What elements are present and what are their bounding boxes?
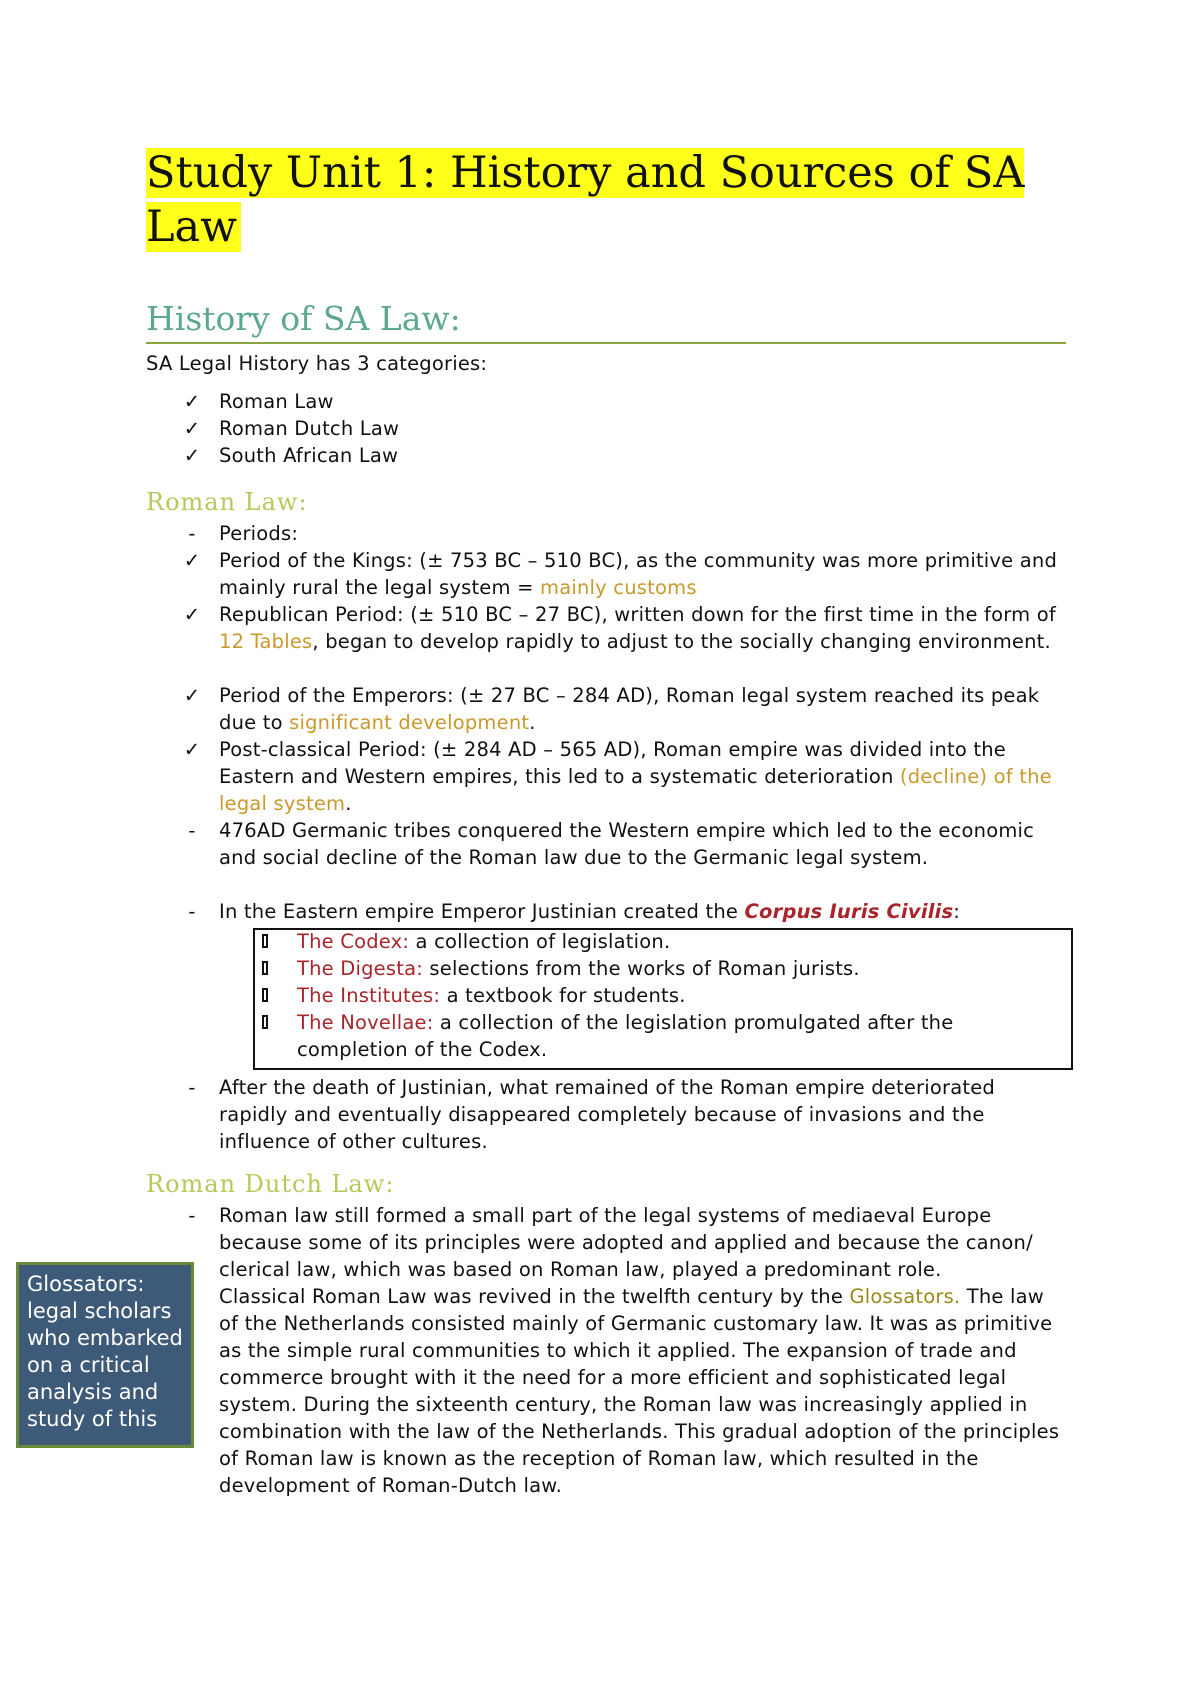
dash-marker: -: [188, 900, 196, 923]
check-icon: ✓: [183, 549, 201, 572]
dash-marker: -: [188, 819, 196, 842]
check-icon: ✓: [183, 603, 201, 626]
check-icon: ✓: [183, 738, 201, 761]
box-bullet-icon: [262, 934, 268, 948]
dash-marker: -: [188, 522, 196, 545]
check-icon: ✓: [183, 390, 201, 413]
check-icon: ✓: [183, 684, 201, 707]
dash-marker: -: [188, 1076, 196, 1099]
section-heading-roman-dutch: Roman Dutch Law:: [146, 1170, 395, 1198]
section-heading-roman-law: Roman Law:: [146, 488, 308, 516]
document-page: Study Unit 1: History and Sources of SA Law History of SA Law: SA Legal History has 3 categories: ✓ Roman Law ✓ Roman Dutch Law ✓ South African Law Roman Law: - Periods: ✓ Period of the Kings: (± 753 BC – 510 BC), as the community was more primitive and mainly rural the legal system = mainly customs ✓ Republican Period: (± 510 BC – 27 BC), written down for the first time in the form of 12 Tables, began to develop rapidly to adjust to the socially changing environment. ✓ Period of the Emperors: (± 27 BC – 284 AD), Roman legal system reached its peak due to significant development. ✓ Post-classical Period: (± 284 AD – 565 AD), Roman empire was divided into the Eastern and Western empires, this led to a systematic deterioration (decline) of the legal system. - 476AD Germanic tribes conquered the Western empire which led to the economic and social decline of the Roman law due to the Germanic legal system. - In the Eastern empire Emperor Justinian created the Corpus Iuris Civilis: The Codex: a collection of legislation. The Digesta: selections from the works of Roman jurists. The Institutes: a textbook for students. The Novellae: a collection of the legislation promulgated after the completion of the Codex. - After the death of Justinian, what remained of the Roman empire deteriorated rapidly and eventually disappeared completely because of invasions and the influence of other cultures. Roman Dutch Law: - Roman law still formed a small part of the legal systems of mediaeval Europe because some of its principles were adopted and applied and because the canon/ clerical law, which was based on Roman law, played a predominant role. Classical Roman Law was revived in the twelfth century by the Glossators. The law of the Netherlands consisted mainly of Germanic customary law. It was as primitive as the simple rural communities to which it applied. The expansion of trade and commerce brought with it the need for a more efficient and sophisticated legal system. During the sixteenth century, the Roman law was increasingly applied in combination with the law of the Netherlands. This gradual adoption of the principles of Roman law is known as the reception of Roman law, which resulted in the development of Roman-Dutch law. Glossators: legal scholars who embarked on a critical analysis and study of this: [0, 0, 1200, 1698]
page-title: Study Unit 1: History and Sources of SA Law: [146, 148, 1025, 252]
section-heading-history: History of SA Law:: [146, 298, 1066, 344]
glossators-sidebox: Glossators: legal scholars who embarked on a critical analysis and study of this: [16, 1262, 194, 1448]
box-bullet-icon: [262, 1015, 268, 1029]
check-icon: ✓: [183, 417, 201, 440]
box-bullet-icon: [262, 988, 268, 1002]
dash-marker: -: [188, 1204, 196, 1227]
box-bullet-icon: [262, 961, 268, 975]
check-icon: ✓: [183, 444, 201, 467]
